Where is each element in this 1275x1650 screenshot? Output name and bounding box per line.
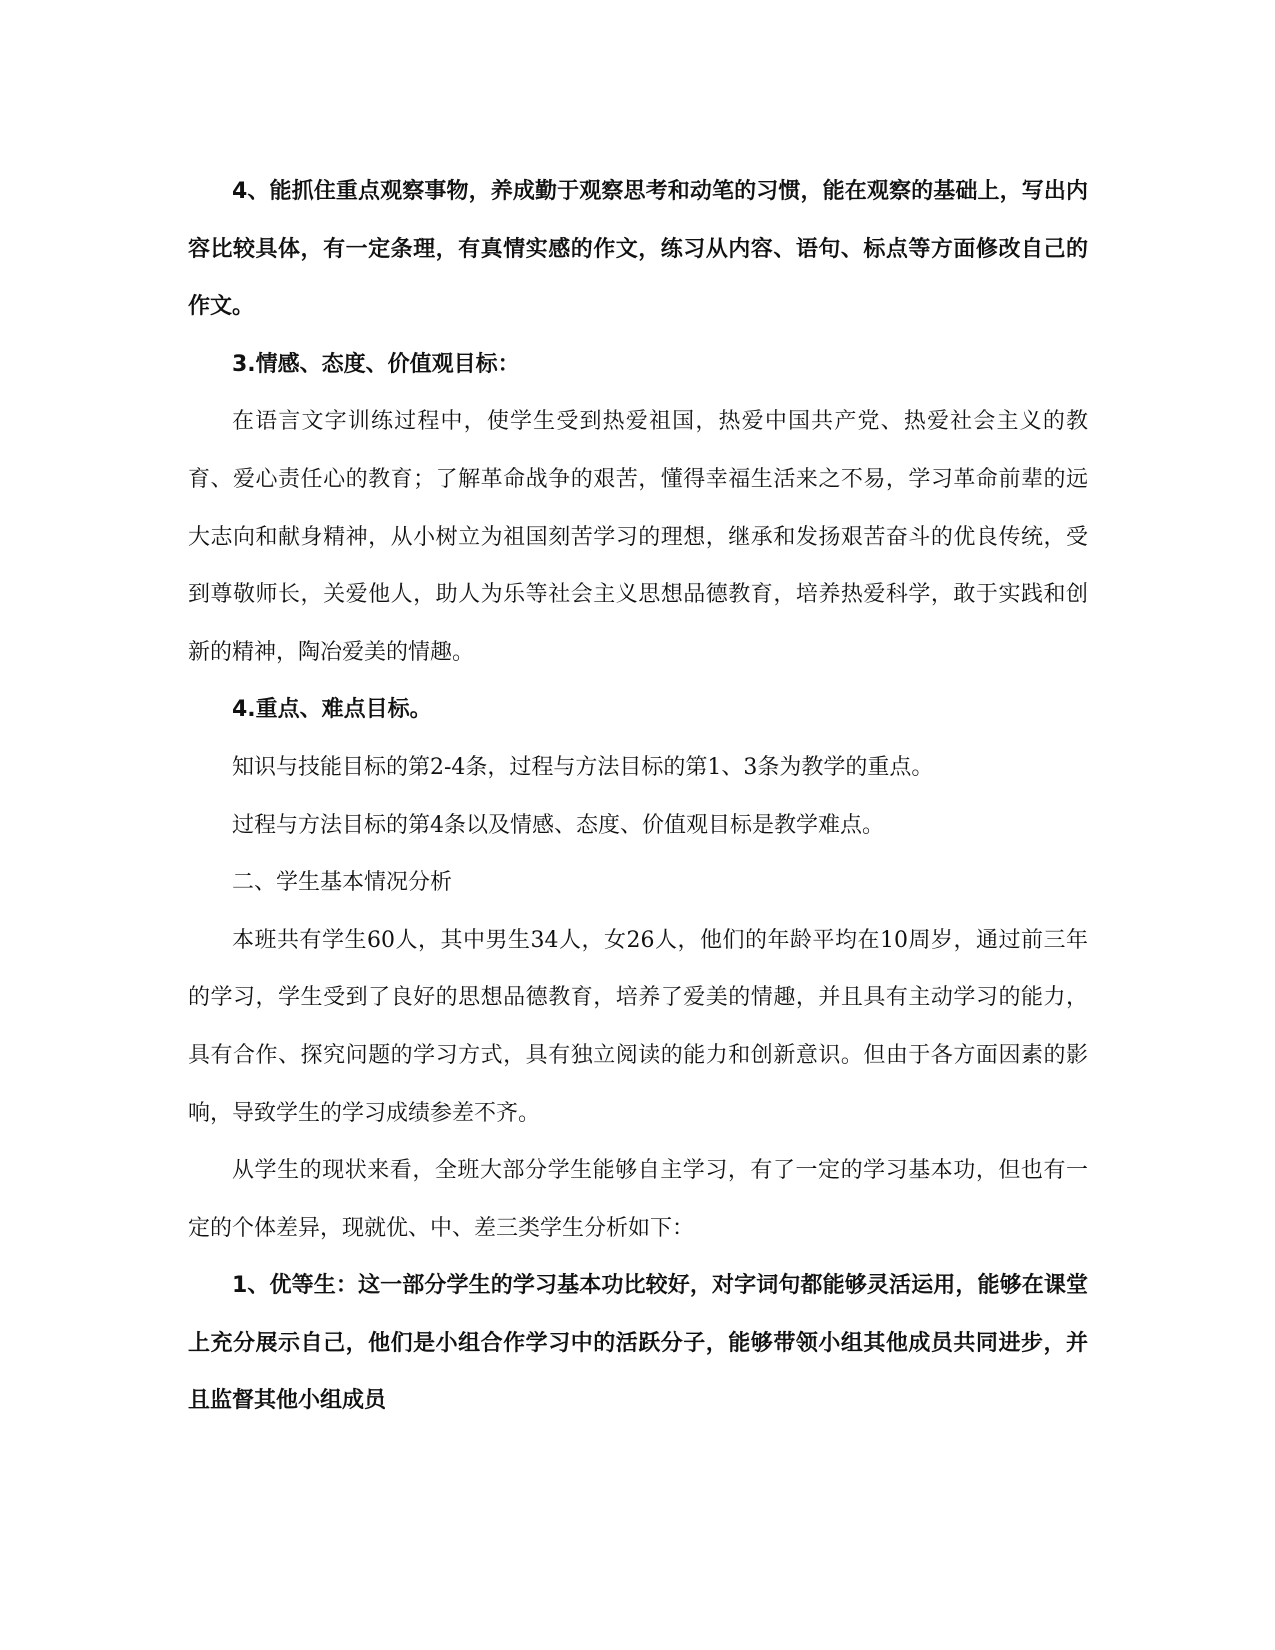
paragraph-difficult-points: 过程与方法目标的第4条以及情感、态度、价值观目标是教学难点。 (232, 812, 884, 838)
paragraph-emotion-goals: 在语言文字训练过程中，使学生受到热爱祖国，热爱中国共产党、热爱社会主义的教育、爱心责任心的教育；了解革命战争的艰苦，懂得幸福生活来之不易，学习革命前辈的远大志向和献身精神，从小树立为祖国刻苦学习的理想，继承和发扬艰苦奋斗的优良传统，受到尊敬师长，关爱他人，助人为乐等社会主义思想品德教育，培养热爱科学，敢于实践和创新的精神，陶冶爱美的情趣。 (188, 409, 1088, 665)
paragraph-excellent-students: 1、优等生：这一部分学生的学习基本功比较好，对字词句都能够灵活运用，能够在课堂上充分展示自己，他们是小组合作学习中的活跃分子，能够带领小组其他成员共同进步，并且监督其他小组成员 (188, 1273, 1088, 1414)
paragraph-goal-4-observation: 4、能抓住重点观察事物，养成勤于观察思考和动笔的习惯，能在观察的基础上，写出内容比较具体，有一定条理，有真情实感的作文，练习从内容、语句、标点等方面修改自己的作文。 (188, 179, 1088, 320)
heading-emotion-attitude-values: 3.情感、态度、价值观目标： (232, 351, 520, 377)
document-body (188, 163, 1088, 1430)
paragraph-class-overview: 本班共有学生60人，其中男生34人，女26人，他们的年龄平均在10周岁，通过前三年的学习，学生受到了良好的思想品德教育，培养了爱美的情趣，并且具有主动学习的能力，具有合作、探究问题的学习方式，具有独立阅读的能力和创新意识。但由于各方面因素的影响，导致学生的学习成绩参差不齐。 (188, 927, 1088, 1126)
paragraph-key-points: 知识与技能目标的第2-4条，过程与方法目标的第1、3条为教学的重点。 (232, 754, 934, 780)
paragraph-student-status: 从学生的现状来看，全班大部分学生能够自主学习，有了一定的学习基本功，但也有一定的个体差异，现就优、中、差三类学生分析如下： (188, 1158, 1088, 1241)
heading-key-difficult-goals: 4.重点、难点目标。 (232, 697, 432, 723)
heading-student-analysis: 二、学生基本情况分析 (232, 870, 453, 896)
